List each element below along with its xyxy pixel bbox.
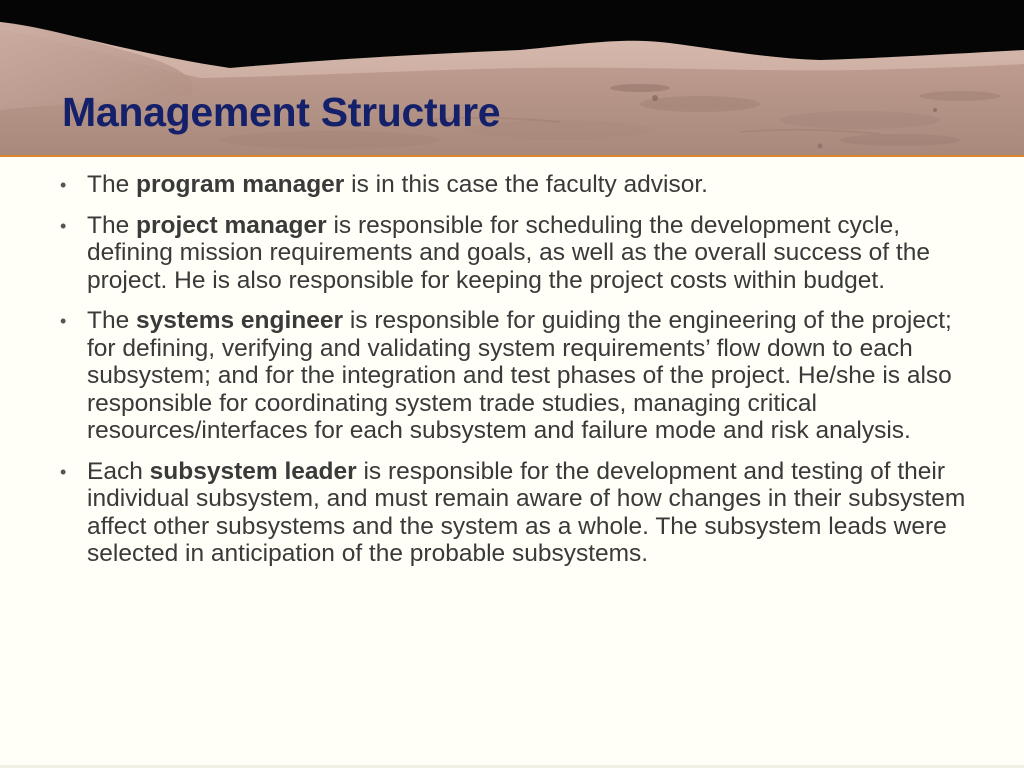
bullet-emphasis: project manager	[136, 211, 327, 239]
bullet-prefix: The	[87, 211, 137, 239]
bullet-prefix: The	[87, 307, 137, 334]
bullet-dot-icon: •	[60, 461, 67, 482]
bullet-text: is responsible for scheduling the development cycle, defining mission requirements and goals, as well as the overall success of the project. He is also responsible for keeping the project costs within budget.	[87, 211, 930, 294]
bullet-item-systems-engineer	[58, 307, 980, 445]
bullet-list	[58, 171, 980, 581]
bullet-dot-icon: •	[60, 311, 67, 331]
bullet-text: is responsible for guiding the engineering of the project; for defining, verifying and validating system requirements’ flow down to each subsystem; and for the integration and test phases of the project. He/she is also responsible for coordinating system trade studies, managing critical resources/interfaces for each subsystem and failure mode and risk analysis.	[87, 307, 952, 444]
bullet-item-program-manager	[58, 171, 980, 199]
bullet-item-subsystem-leader	[58, 458, 980, 568]
bullet-text: is in this case the faculty advisor.	[344, 171, 708, 198]
banner-divider	[0, 155, 1024, 157]
bullet-emphasis: subsystem leader	[149, 457, 357, 485]
bullet-item-project-manager	[58, 212, 980, 295]
bullet-dot-icon: •	[60, 175, 67, 195]
bullet-text: is responsible for the development and testing of their individual subsystem, and must remain aware of how changes in their subsystem affect other subsystems and the system as a whole. The subsystem leads were selected in anticipation of the probable subsystems.	[87, 457, 966, 567]
bullet-emphasis: systems engineer	[136, 307, 344, 334]
bullet-prefix: Each	[87, 457, 150, 485]
bullet-emphasis: program manager	[136, 171, 345, 198]
bullet-prefix: The	[87, 171, 137, 198]
slide-title: Management Structure	[62, 89, 501, 135]
bullet-dot-icon: •	[60, 215, 67, 236]
